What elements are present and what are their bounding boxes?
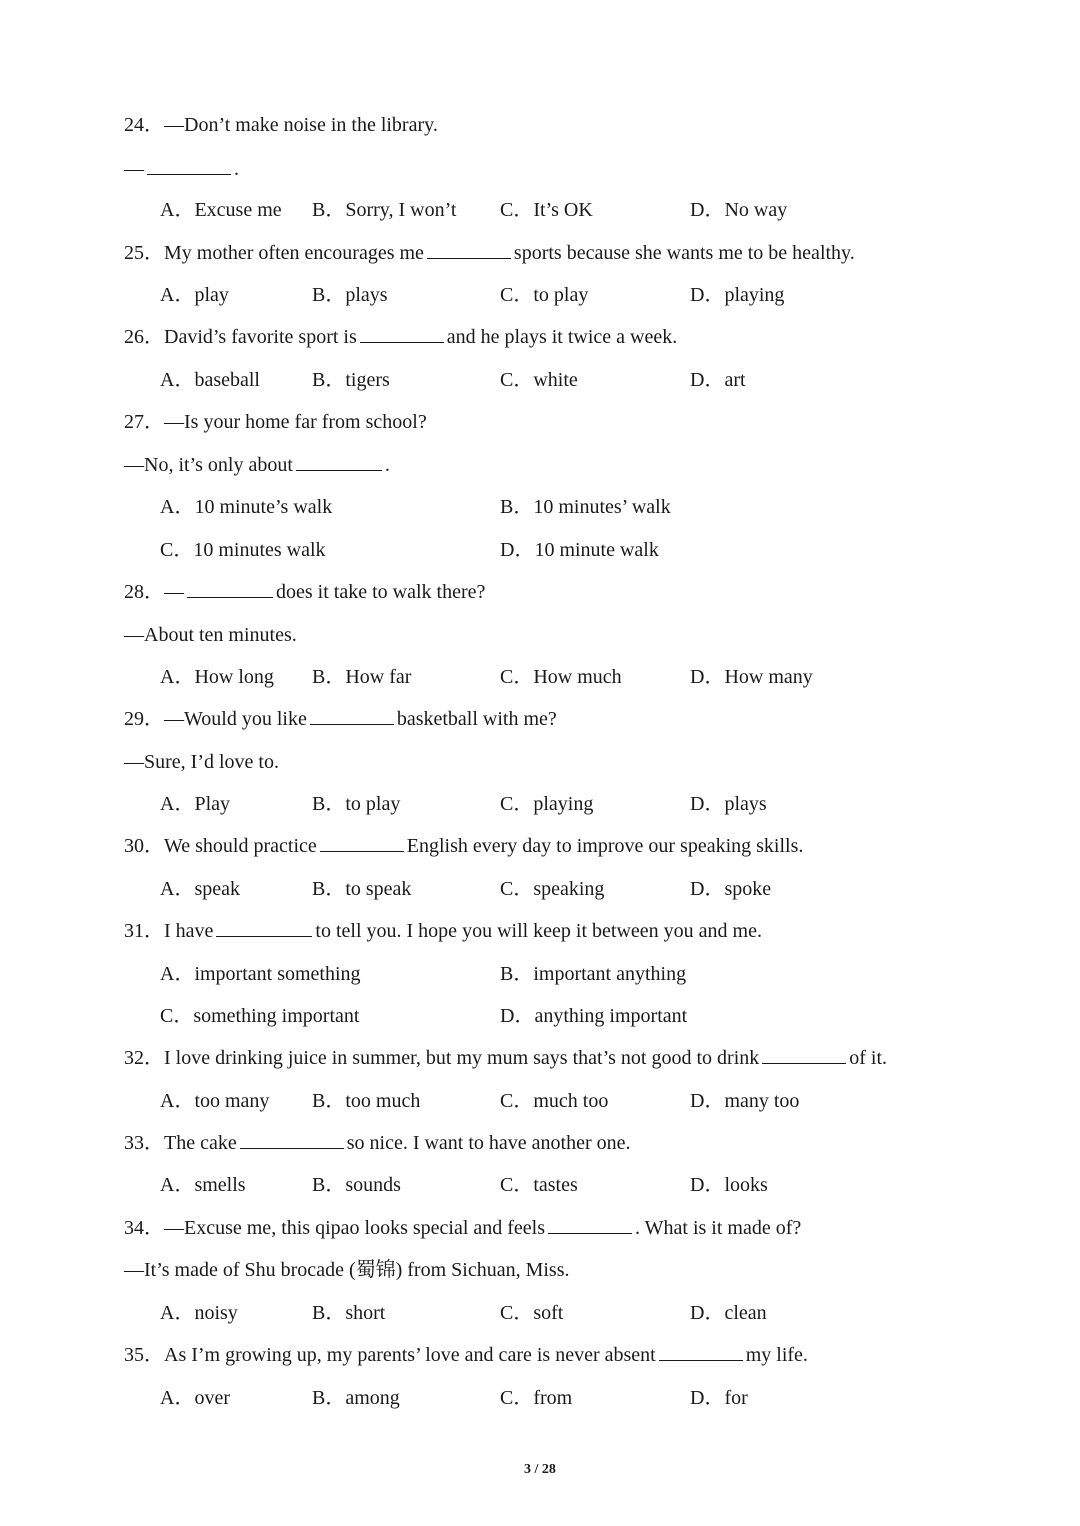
- stem-before-blank: We should practice: [164, 835, 317, 857]
- option-c[interactable]: C．to play: [500, 284, 589, 306]
- option-a[interactable]: A．important something: [160, 963, 361, 985]
- option-b[interactable]: B．plays: [312, 284, 388, 306]
- stem-before-blank: I have: [164, 920, 214, 942]
- option-d[interactable]: D．10 minute walk: [500, 539, 659, 561]
- stem-before-blank: —: [164, 581, 184, 603]
- option-d[interactable]: D．art: [690, 369, 746, 391]
- question-27: [124, 409, 427, 435]
- option-b[interactable]: B．Sorry, I won’t: [312, 199, 457, 221]
- page-number: 3 / 28: [524, 1462, 556, 1477]
- option-c[interactable]: C．speaking: [500, 878, 605, 900]
- question-number: 26．: [124, 326, 164, 348]
- question-28-reply: —About ten minutes.: [124, 624, 297, 646]
- answer-blank[interactable]: [240, 1130, 344, 1149]
- question-number: 25．: [124, 242, 164, 264]
- option-a[interactable]: A．smells: [160, 1174, 246, 1196]
- answer-blank[interactable]: [187, 579, 273, 598]
- option-c[interactable]: C．something important: [160, 1005, 360, 1027]
- stem-after-blank: basketball with me?: [396, 708, 557, 730]
- question-number: 27．: [124, 411, 164, 433]
- option-d[interactable]: D．No way: [690, 199, 788, 221]
- stem-before-blank: —Excuse me, this qipao looks special and feels: [164, 1217, 546, 1239]
- option-b[interactable]: B．to speak: [312, 878, 412, 900]
- option-b[interactable]: B．short: [312, 1302, 386, 1324]
- question-24: [124, 112, 438, 138]
- option-d[interactable]: D．looks: [690, 1174, 768, 1196]
- option-c[interactable]: C．from: [500, 1387, 573, 1409]
- reply-prefix: —No, it’s only about: [124, 454, 293, 476]
- answer-blank[interactable]: [762, 1045, 846, 1064]
- stem-before-blank: As I’m growing up, my parents’ love and care is never absent: [164, 1344, 656, 1366]
- option-d[interactable]: D．plays: [690, 793, 767, 815]
- stem-after-blank: sports because she wants me to be healthy.: [513, 242, 855, 264]
- option-a[interactable]: A．Excuse me: [160, 199, 282, 221]
- stem-after-blank: and he plays it twice a week.: [446, 326, 678, 348]
- option-a[interactable]: A．play: [160, 284, 229, 306]
- option-b[interactable]: B．too much: [312, 1090, 421, 1112]
- stem-before-blank: The cake: [164, 1132, 237, 1154]
- question-number: 35．: [124, 1344, 164, 1366]
- answer-blank[interactable]: [427, 240, 511, 259]
- stem-before-blank: I love drinking juice in summer, but my mum says that’s not good to drink: [164, 1047, 760, 1069]
- stem-before-blank: My mother often encourages me: [164, 242, 424, 264]
- option-c[interactable]: C．much too: [500, 1090, 609, 1112]
- option-b[interactable]: B．How far: [312, 666, 412, 688]
- option-a[interactable]: A．too many: [160, 1090, 270, 1112]
- option-a[interactable]: A．baseball: [160, 369, 260, 391]
- question-32: [124, 1045, 887, 1071]
- answer-blank[interactable]: [320, 833, 404, 852]
- option-d[interactable]: D．clean: [690, 1302, 767, 1324]
- option-b[interactable]: B．to play: [312, 793, 401, 815]
- answer-blank[interactable]: [296, 452, 382, 471]
- option-b[interactable]: B．10 minutes’ walk: [500, 496, 671, 518]
- option-c[interactable]: C．tastes: [500, 1174, 578, 1196]
- question-number: 30．: [124, 835, 164, 857]
- stem-before-blank: David’s favorite sport is: [164, 326, 357, 348]
- stem-after-blank: English every day to improve our speaking skills.: [406, 835, 804, 857]
- option-d[interactable]: D．for: [690, 1387, 748, 1409]
- option-d[interactable]: D．many too: [690, 1090, 800, 1112]
- question-29-reply: —Sure, I’d love to.: [124, 751, 279, 773]
- option-c[interactable]: C．It’s OK: [500, 199, 593, 221]
- question-stem: —Don’t make noise in the library.: [164, 114, 438, 136]
- option-d[interactable]: D．anything important: [500, 1005, 688, 1027]
- reply-prefix: —: [124, 158, 144, 180]
- option-d[interactable]: D．How many: [690, 666, 813, 688]
- stem-before-blank: —Would you like: [164, 708, 307, 730]
- question-number: 33．: [124, 1132, 164, 1154]
- question-35: [124, 1342, 808, 1368]
- answer-blank[interactable]: [147, 156, 231, 175]
- reply-suffix: .: [234, 158, 239, 180]
- option-b[interactable]: B．tigers: [312, 369, 390, 391]
- question-number: 34．: [124, 1217, 164, 1239]
- stem-after-blank: my life.: [745, 1344, 808, 1366]
- question-27-reply: [124, 452, 390, 478]
- option-a[interactable]: A．speak: [160, 878, 240, 900]
- option-b[interactable]: B．among: [312, 1387, 400, 1409]
- stem-after-blank: . What is it made of?: [635, 1217, 802, 1239]
- question-33: [124, 1130, 631, 1156]
- answer-blank[interactable]: [216, 918, 312, 937]
- option-c[interactable]: C．How much: [500, 666, 622, 688]
- answer-blank[interactable]: [659, 1342, 743, 1361]
- stem-after-blank: to tell you. I hope you will keep it between you and me.: [315, 920, 762, 942]
- option-c[interactable]: C．soft: [500, 1302, 564, 1324]
- stem-after-blank: so nice. I want to have another one.: [346, 1132, 631, 1154]
- option-a[interactable]: A．10 minute’s walk: [160, 496, 333, 518]
- option-c[interactable]: C．10 minutes walk: [160, 539, 326, 561]
- question-29: [124, 706, 557, 732]
- question-number: 31．: [124, 920, 164, 942]
- option-d[interactable]: D．playing: [690, 284, 785, 306]
- question-number: 29．: [124, 708, 164, 730]
- option-c[interactable]: C．playing: [500, 793, 594, 815]
- question-26: [124, 324, 677, 350]
- answer-blank[interactable]: [548, 1215, 632, 1234]
- question-28: [124, 579, 485, 605]
- option-a[interactable]: A．noisy: [160, 1302, 238, 1324]
- option-a[interactable]: A．over: [160, 1387, 230, 1409]
- question-stem: —Is your home far from school?: [164, 411, 427, 433]
- option-b[interactable]: B．sounds: [312, 1174, 401, 1196]
- answer-blank[interactable]: [310, 706, 394, 725]
- question-34-reply: —It’s made of Shu brocade (蜀锦) from Sichuan, Miss.: [124, 1259, 570, 1281]
- question-25: [124, 240, 855, 266]
- question-34: [124, 1215, 801, 1241]
- question-number: 32．: [124, 1047, 164, 1069]
- reply-suffix: .: [384, 454, 390, 476]
- question-30: [124, 833, 803, 859]
- option-d[interactable]: D．spoke: [690, 878, 772, 900]
- option-a[interactable]: A．Play: [160, 793, 230, 815]
- option-b[interactable]: B．important anything: [500, 963, 687, 985]
- question-24-reply: [124, 156, 239, 182]
- option-c[interactable]: C．white: [500, 369, 578, 391]
- question-number: 28．: [124, 581, 164, 603]
- option-a[interactable]: A．How long: [160, 666, 274, 688]
- stem-after-blank: does it take to walk there?: [276, 581, 486, 603]
- question-31: [124, 918, 762, 944]
- question-number: 24．: [124, 114, 164, 136]
- stem-after-blank: of it.: [849, 1047, 888, 1069]
- answer-blank[interactable]: [360, 324, 444, 343]
